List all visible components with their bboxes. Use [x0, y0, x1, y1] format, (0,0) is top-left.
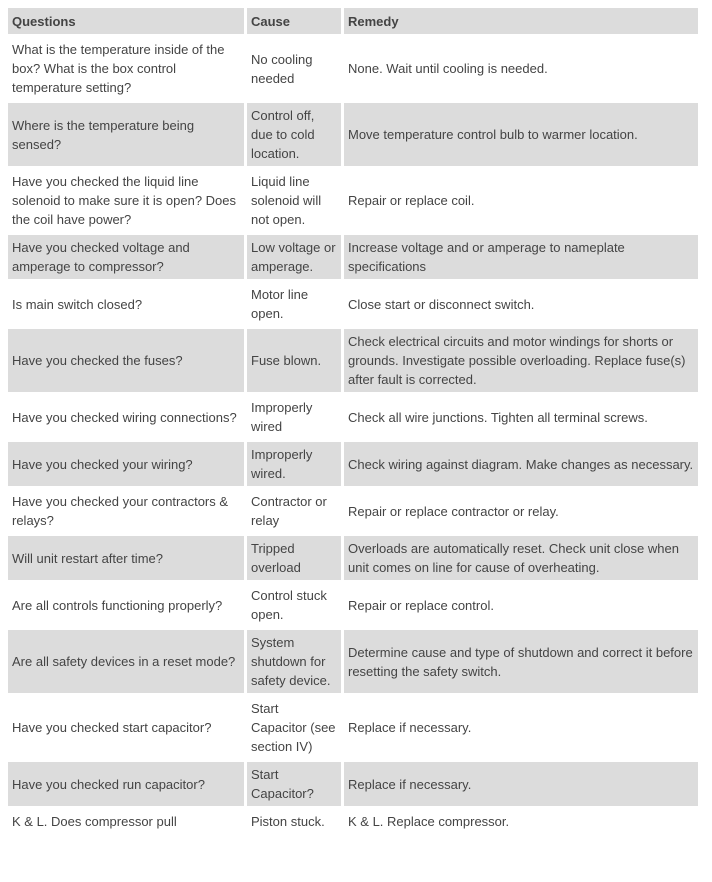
table-row — [8, 489, 698, 533]
cause-cell: Start Capacitor? — [247, 762, 341, 806]
remedy-cell: Move temperature control bulb to warmer location. — [344, 103, 698, 166]
question-cell: Have you checked run capacitor? — [8, 762, 244, 806]
question-cell: Is main switch closed? — [8, 282, 244, 326]
question-cell: K & L. Does compressor pull — [8, 809, 244, 834]
remedy-cell: Replace if necessary. — [344, 696, 698, 759]
cause-cell: Piston stuck. — [247, 809, 341, 834]
table-row — [8, 696, 698, 759]
table-row — [8, 395, 698, 439]
cause-cell: Tripped overload — [247, 536, 341, 580]
remedy-cell: Determine cause and type of shutdown and correct it before resetting the safety switch. — [344, 630, 698, 693]
remedy-cell: Repair or replace coil. — [344, 169, 698, 232]
table-row — [8, 583, 698, 627]
remedy-cell: Increase voltage and or amperage to nameplate specifications — [344, 235, 698, 279]
cause-cell: Improperly wired — [247, 395, 341, 439]
question-cell: Will unit restart after time? — [8, 536, 244, 580]
cause-cell: System shutdown for safety device. — [247, 630, 341, 693]
cause-cell: Start Capacitor (see section IV) — [247, 696, 341, 759]
cause-cell: Liquid line solenoid will not open. — [247, 169, 341, 232]
cause-cell: Control off, due to cold location. — [247, 103, 341, 166]
header-questions: Questions — [8, 8, 244, 34]
remedy-cell: Check all wire junctions. Tighten all terminal screws. — [344, 395, 698, 439]
remedy-cell: Overloads are automatically reset. Check unit close when unit comes on line for cause of overheating. — [344, 536, 698, 580]
question-cell: Have you checked start capacitor? — [8, 696, 244, 759]
remedy-cell: None. Wait until cooling is needed. — [344, 37, 698, 100]
table-row — [8, 630, 698, 693]
cause-cell: Low voltage or amperage. — [247, 235, 341, 279]
question-cell: Have you checked your wiring? — [8, 442, 244, 486]
question-cell: Where is the temperature being sensed? — [8, 103, 244, 166]
table-row — [8, 442, 698, 486]
cause-cell: Motor line open. — [247, 282, 341, 326]
question-cell: Have you checked the fuses? — [8, 329, 244, 392]
table-header-row — [8, 8, 698, 34]
remedy-cell: Replace if necessary. — [344, 762, 698, 806]
remedy-cell: K & L. Replace compressor. — [344, 809, 698, 834]
table-row — [8, 282, 698, 326]
header-remedy: Remedy — [344, 8, 698, 34]
question-cell: Are all controls functioning properly? — [8, 583, 244, 627]
question-cell: What is the temperature inside of the box? What is the box control temperature setting? — [8, 37, 244, 100]
remedy-cell: Check wiring against diagram. Make changes as necessary. — [344, 442, 698, 486]
remedy-cell: Check electrical circuits and motor windings for shorts or grounds. Investigate possible overloading. Replace fuse(s) after fault is corrected. — [344, 329, 698, 392]
remedy-cell: Repair or replace control. — [344, 583, 698, 627]
question-cell: Have you checked the liquid line solenoid to make sure it is open? Does the coil have power? — [8, 169, 244, 232]
cause-cell: Contractor or relay — [247, 489, 341, 533]
troubleshooting-table — [5, 5, 701, 837]
table-row — [8, 103, 698, 166]
cause-cell: Control stuck open. — [247, 583, 341, 627]
remedy-cell: Close start or disconnect switch. — [344, 282, 698, 326]
remedy-cell: Repair or replace contractor or relay. — [344, 489, 698, 533]
table-row — [8, 235, 698, 279]
table-row — [8, 169, 698, 232]
cause-cell: No cooling needed — [247, 37, 341, 100]
table-row — [8, 37, 698, 100]
table-row — [8, 329, 698, 392]
cause-cell: Fuse blown. — [247, 329, 341, 392]
table-row — [8, 536, 698, 580]
cause-cell: Improperly wired. — [247, 442, 341, 486]
table-row — [8, 809, 698, 834]
question-cell: Have you checked voltage and amperage to compressor? — [8, 235, 244, 279]
header-cause: Cause — [247, 8, 341, 34]
question-cell: Have you checked wiring connections? — [8, 395, 244, 439]
question-cell: Are all safety devices in a reset mode? — [8, 630, 244, 693]
table-row — [8, 762, 698, 806]
question-cell: Have you checked your contractors & relays? — [8, 489, 244, 533]
